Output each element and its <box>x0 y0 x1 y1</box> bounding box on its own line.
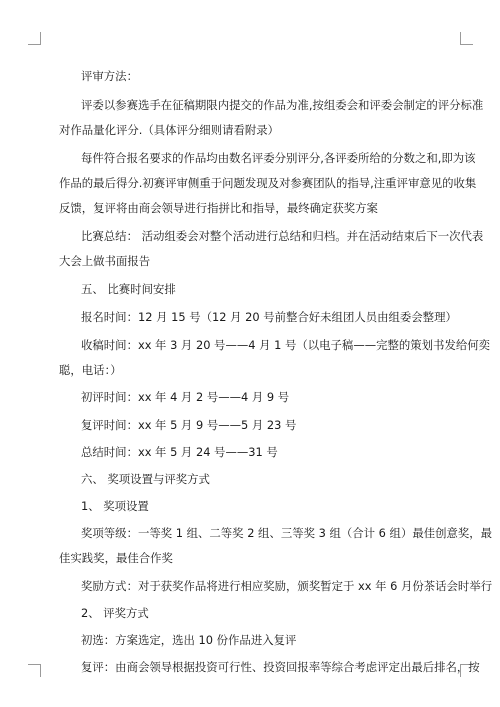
text-line: 奖励方式：对于获奖作品将进行相应奖励，颁奖暂定于 xx 年 6 月份茶话会时举行 <box>81 579 493 593</box>
text-line: 复评时间：xx 年 5 月 9 号——5 月 23 号 <box>81 418 297 432</box>
text-line: 奖项等级：一等奖 1 组、二等奖 2 组、三等奖 3 组（合计 6 组）最佳创意奖，最 <box>81 526 493 540</box>
text-line: 比赛总结： 活动组委会对整个活动进行总结和归档。并在活动结束后下一次代表 <box>81 229 484 243</box>
text-line: 初选：方案选定，选出 10 份作品进入复评 <box>81 633 297 647</box>
crop-mark-top-right <box>460 32 473 45</box>
text-line: 评委以参赛选手在征稿期限内提交的作品为准,按组委会和评委会制定的评分标准 <box>81 98 484 112</box>
text-line: 评审方法： <box>81 69 138 83</box>
subsection-heading: 1、 奖项设置 <box>81 499 149 513</box>
text-line: 收稿时间：xx 年 3 月 20 号——4 月 1 号（以电子稿——完整的策划书发给何奕 <box>81 338 491 352</box>
crop-mark-bottom-left <box>28 664 41 677</box>
section-heading: 五、 比赛时间安排 <box>81 282 176 296</box>
text-line: 聪，电话：） <box>59 363 122 377</box>
crop-mark-top-left <box>28 32 41 45</box>
text-line: 初评时间：xx 年 4 月 2 号——4 月 9 号 <box>81 390 290 404</box>
text-line: 作品的最后得分.初赛评审侧重于问题发现及对参赛团队的指导,注重评审意见的收集 <box>59 176 477 190</box>
text-line: 佳实践奖，最佳合作奖 <box>59 551 173 565</box>
subsection-heading: 2、 评奖方式 <box>81 606 149 620</box>
text-line: 每件符合报名要求的作品均由数名评委分别评分,各评委所给的分数之和,即为该 <box>81 151 476 165</box>
text-line: 反馈，复评将由商会领导进行指拼比和指导，最终确定获奖方案 <box>59 201 378 215</box>
text-line: 复评：由商会领导根据投资可行性、投资回报率等综合考虑评定出最后排名，按 <box>81 660 480 674</box>
text-line: 大会上做书面报告 <box>59 254 151 268</box>
text-line: 报名时间：12 月 15 号（12 月 20 号前整合好未组团人员由组委会整理） <box>81 310 457 324</box>
text-line: 总结时间：xx 年 5 月 24 号——31 号 <box>81 445 278 459</box>
text-line: 对作品量化评分.（具体评分细则请看附录） <box>59 123 280 137</box>
section-heading: 六、 奖项设置与评奖方式 <box>81 472 210 486</box>
